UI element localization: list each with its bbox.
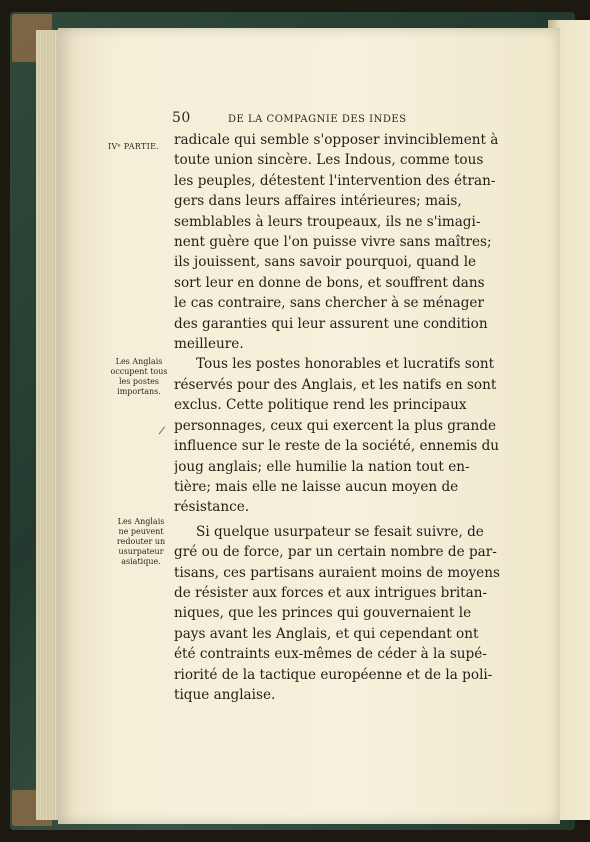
text-line: joug anglais; elle humilie la nation tout en- xyxy=(174,458,470,475)
part-label: IVᵉ PARTIE. xyxy=(108,142,160,151)
text-line: semblables à leurs troupeaux, ils ne s'imagi- xyxy=(174,213,481,230)
text-line: radicale qui semble s'opposer invinciblement à xyxy=(174,132,499,148)
text-line: les peuples, détestent l'intervention des étran- xyxy=(174,172,496,189)
text-line: de résister aux forces et aux intrigues britan- xyxy=(174,584,488,601)
text-line: Si quelque usurpateur se fesait suivre, de xyxy=(196,523,484,540)
margin-note-line: asiatique. xyxy=(121,557,161,566)
page-header xyxy=(172,111,502,131)
text-line: toute union sincère. Les Indous, comme tous xyxy=(174,152,484,169)
text-line: tique anglaise. xyxy=(174,686,276,703)
margin-note-line: Les Anglais xyxy=(117,517,165,526)
text-line: été contraints eux-mêmes de céder à la supé- xyxy=(174,646,487,663)
text-line: sort leur en donne de bons, et souffrent dans xyxy=(174,274,485,291)
text-line: des garanties qui leur assurent une condition xyxy=(174,315,488,332)
margin-note-1 xyxy=(106,357,172,397)
text-line: Tous les postes honorables et lucratifs sont xyxy=(196,356,495,373)
margin-note-line: Les Anglais xyxy=(115,357,163,366)
margin-note-line: importans. xyxy=(117,387,161,396)
margin-note-line: redouter un xyxy=(116,537,166,546)
text-line: meilleure. xyxy=(174,336,244,353)
margin-note-line: ne peuvent xyxy=(118,527,164,536)
text-line: gers dans leurs affaires intérieures; mais, xyxy=(174,193,462,210)
text-line: exclus. Cette politique rend les principaux xyxy=(174,397,467,414)
text-line: tière; mais elle ne laisse aucun moyen de xyxy=(174,478,459,495)
text-line: influence sur le reste de la société, ennemis du xyxy=(174,438,500,455)
text-line: nent guère que l'on puisse vivre sans maîtres; xyxy=(174,234,492,251)
text-line: riorité de la tactique européenne et de la poli- xyxy=(174,666,493,683)
stray-ink-mark: / xyxy=(157,423,166,438)
text-line: pays avant les Anglais, et qui cependant ont xyxy=(174,625,479,642)
running-title: DE LA COMPAGNIE DES INDES xyxy=(228,114,407,125)
margin-note-line: les postes xyxy=(118,377,160,386)
page-number: 50 xyxy=(172,110,191,126)
text-line: personnages, ceux qui exercent la plus grande xyxy=(174,417,497,434)
text-line: le cas contraire, sans chercher à se ménager xyxy=(174,295,484,312)
margin-note-2 xyxy=(110,517,172,567)
margin-note-line: occupent tous xyxy=(110,367,168,376)
body-text xyxy=(174,130,500,705)
text-line: niques, que les princes qui gouvernaient le xyxy=(174,605,472,622)
text-line: gré ou de force, par un certain nombre de par- xyxy=(174,544,497,561)
text-line: tisans, ces partisans auraient moins de moyens xyxy=(174,564,500,581)
text-line: résistance. xyxy=(174,499,250,516)
text-line: ils jouissent, sans savoir pourquoi, quand le xyxy=(174,254,477,271)
text-line: réservés pour des Anglais, et les natifs en sont xyxy=(174,376,497,393)
margin-note-line: usurpateur xyxy=(118,547,164,556)
